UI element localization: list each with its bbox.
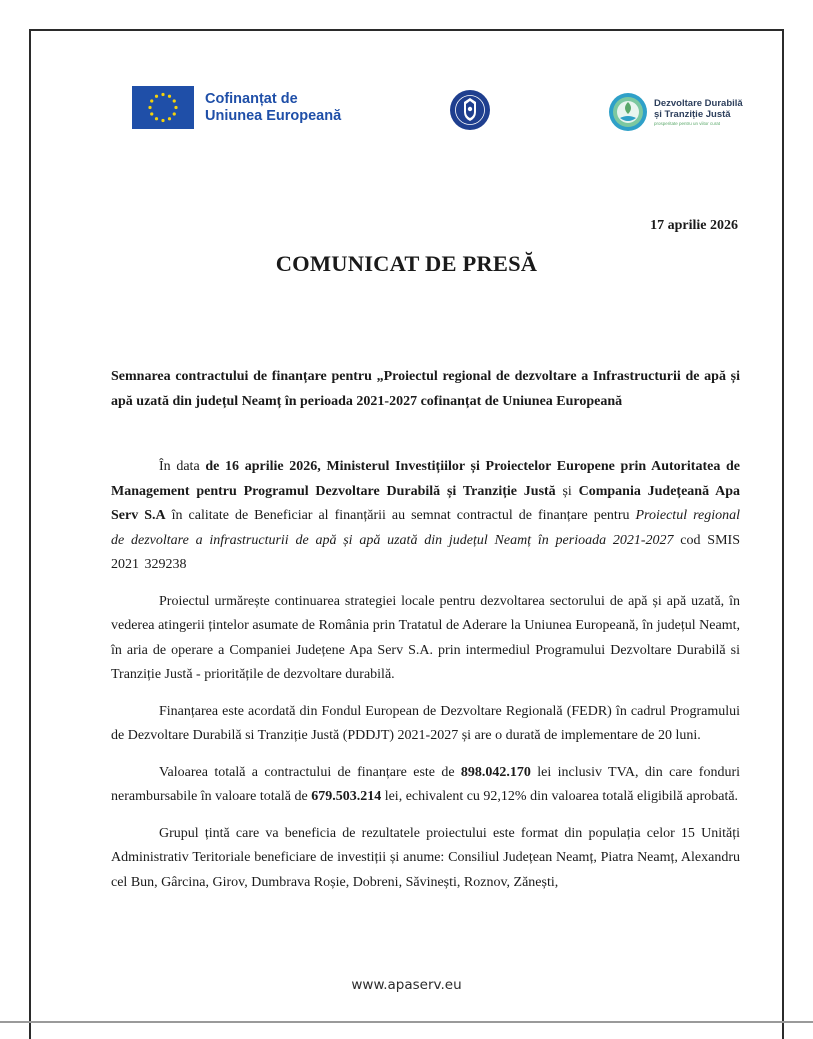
paragraph-funding-source: Finanțarea este acordată din Fondul European de Dezvoltare Regională (FEDR) în cadrul Programului de Dezvoltare Durabilă si Tranziție Justă (PDDJT) 2021-2027 și are o durată de implementare de 20 luni.	[111, 703, 740, 743]
eu-star	[168, 117, 171, 120]
text-run: Valoarea totală a contractului de finanțare este de	[159, 764, 461, 780]
paragraph-target-group: Grupul țintă care va beneficia de rezultatele proiectului este format din populația celor 15 Unități Administrativ Teritoriale beneficiare de investiții și anume: Consiliul Județean Neamț, Piatra Neamț, Alexandru cel Bun, Gârcina, Girov, Dumbrava Roșie, Dobreni, Săvinești, Roznov, Zănești,	[111, 825, 740, 890]
eu-star	[161, 119, 164, 122]
beneficiary-name: Compania Județeană Apa Serv S.A	[111, 483, 740, 523]
eu-logo-line1: Cofinanțat de	[205, 90, 298, 107]
document-date: 17 aprilie 2026	[650, 218, 738, 233]
text-run: și	[555, 483, 579, 499]
total-value: 898.042.170	[460, 764, 531, 780]
eu-star	[173, 112, 176, 115]
paragraph-signing	[111, 455, 740, 578]
document-body	[111, 455, 740, 907]
footer-website-link[interactable]: www.apaserv.eu	[351, 977, 462, 993]
page-bottom-edge	[0, 1021, 813, 1023]
eu-cofinancing-logo	[132, 86, 341, 129]
text-run: în calitate de Beneficiar al finanțării au semnat contractul de finanțare pentru	[165, 508, 636, 523]
eu-flag-icon	[132, 86, 194, 129]
text-run: lei, echivalent cu 92,12% din valoarea totală eligibilă aprobată.	[381, 789, 739, 804]
pddjt-logo-line2: și Tranziție Justă	[654, 108, 731, 120]
eu-stars-icon	[132, 86, 194, 129]
pddjt-program-logo	[608, 92, 743, 132]
eu-star	[168, 95, 171, 98]
paragraph-objective: Proiectul urmărește continuarea strategiei locale pentru dezvoltarea sectorului de apă și apă uzată, în vederea atingerii țintelor asumate de România prin Tratatul de Aderare la Uniunea Europeană, în județul Neamt, în aria de operare a Companiei Județene Apa Serv S.A. prin intermediul Programului Dezvoltare Durabilă si Tranziție Justă - prioritățile de dezvoltare durabilă.	[111, 593, 740, 682]
coat-of-arms-icon	[449, 89, 491, 131]
document-title: COMUNICAT DE PRESĂ	[275, 251, 538, 276]
pddjt-logo-line1: Dezvoltare Durabilă	[654, 97, 743, 109]
eu-star	[148, 106, 151, 109]
eu-star	[150, 112, 153, 115]
eu-star	[173, 99, 176, 102]
project-name: Proiectul regional de dezvoltare a infrastructurii de apă și apă uzată din județul Neamț în perioada 2021-2027	[111, 508, 741, 548]
eu-star	[161, 93, 164, 96]
eu-star	[150, 99, 153, 102]
pddjt-logo-text	[654, 98, 743, 127]
text-run: lei inclusiv TVA, din care fonduri nerambursabile în valoare totală de	[111, 764, 740, 804]
eu-logo-line2: Uniunea Europeană	[205, 107, 342, 124]
eu-star	[155, 117, 158, 120]
document-subtitle: Semnarea contractului de finanțare pentru „Proiectul regional de dezvoltare a Infrastructurii de apă și apă uzată din județul Neamț în perioada 2021-2027 cofinanțat de Uniunea Europeană	[111, 369, 740, 409]
romanian-government-logo	[449, 89, 491, 131]
smis-code: cod SMIS 2021 329238	[111, 532, 740, 572]
eu-logo-text	[205, 91, 341, 125]
ministry-name: de 16 aprilie 2026, Ministerul Investițiilor și Proiectelor Europene prin Autoritatea de Management pentru Programul Dezvoltare Durabilă și Tranziție Justă	[111, 459, 740, 499]
eu-star	[155, 95, 158, 98]
paragraph-contract-value	[111, 761, 740, 810]
text-run: În data	[159, 459, 206, 474]
eu-star	[174, 106, 177, 109]
pddjt-tagline: prosperitate pentru un viitor curat	[654, 120, 721, 126]
non-reimbursable-value: 679.503.214	[311, 789, 382, 804]
pddjt-emblem-icon	[608, 92, 648, 132]
